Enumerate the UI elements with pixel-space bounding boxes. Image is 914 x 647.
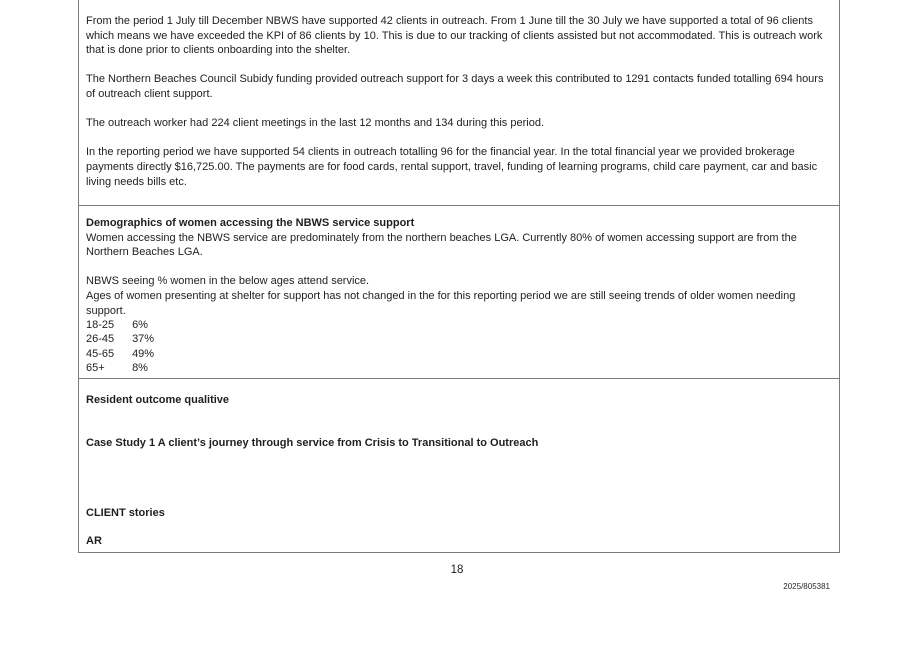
demographics-ages-note: Ages of women presenting at shelter for support has not changed in the for this reporting period we are still seeing trends of older women needing support.: [86, 289, 796, 317]
case-study-heading: Case Study 1 A client’s journey through service from Crisis to Transitional to Outreach: [86, 436, 539, 449]
client-initials: AR: [86, 534, 102, 547]
demographics-intro: Women accessing the NBWS service are predominately from the northern beaches LGA. Currently 80% of women accessing support are from the Northern Beaches LGA.: [86, 231, 797, 259]
age-distribution-row: [86, 361, 833, 375]
outreach-paragraph-1: From the period 1 July till December NBWS have supported 42 clients in outreach. From 1 June till the 30 July we have supported a total of 96 clients which means we have exceeded the KPI of 86 clients by 10. This is due to our tracking of clients assisted but not accommodated. This is outreach work that is done prior to clients onboarding into the shelter.: [86, 15, 823, 57]
age-percent: 37%: [132, 333, 155, 346]
age-range: 45-65: [86, 347, 115, 360]
age-distribution-row: [86, 318, 833, 332]
outreach-paragraph-4: In the reporting period we have supported 54 clients in outreach totalling 96 for the financial year. In the total financial year we provided brokerage payments directly $16,725.00. The payments are for food cards, rental support, travel, funding of learning programs, child care payment, car and basic living needs bills etc.: [86, 146, 818, 188]
resident-outcome-heading: Resident outcome qualitive: [86, 394, 230, 406]
age-percent: 8%: [132, 361, 148, 374]
age-percent: 6%: [132, 319, 148, 332]
age-distribution-row: [86, 332, 833, 346]
demographics-cell: [79, 205, 839, 378]
outcomes-cell: [79, 378, 839, 552]
outreach-paragraph-3: The outreach worker had 224 client meetings in the last 12 months and 134 during this period.: [86, 117, 544, 130]
age-range: 18-25: [86, 319, 115, 332]
document-reference: 2025/805381: [783, 582, 830, 591]
age-range: 65+: [86, 361, 105, 374]
demographics-ages-lead: NBWS seeing % women in the below ages attend service.: [86, 275, 370, 288]
client-stories-heading: CLIENT stories: [86, 507, 165, 520]
age-distribution-row: [86, 347, 833, 361]
age-percent: 49%: [132, 347, 155, 360]
page-number: 18: [450, 564, 464, 576]
age-range: 26-45: [86, 333, 115, 346]
report-table: [78, 0, 840, 553]
demographics-heading: Demographics of women accessing the NBWS service support: [86, 217, 415, 229]
outreach-paragraph-2: The Northern Beaches Council Subidy funding provided outreach support for 3 days a week this contributed to 1291 contacts funded totalling 694 hours of outreach client support.: [86, 73, 824, 100]
outreach-summary-cell: [79, 0, 839, 205]
